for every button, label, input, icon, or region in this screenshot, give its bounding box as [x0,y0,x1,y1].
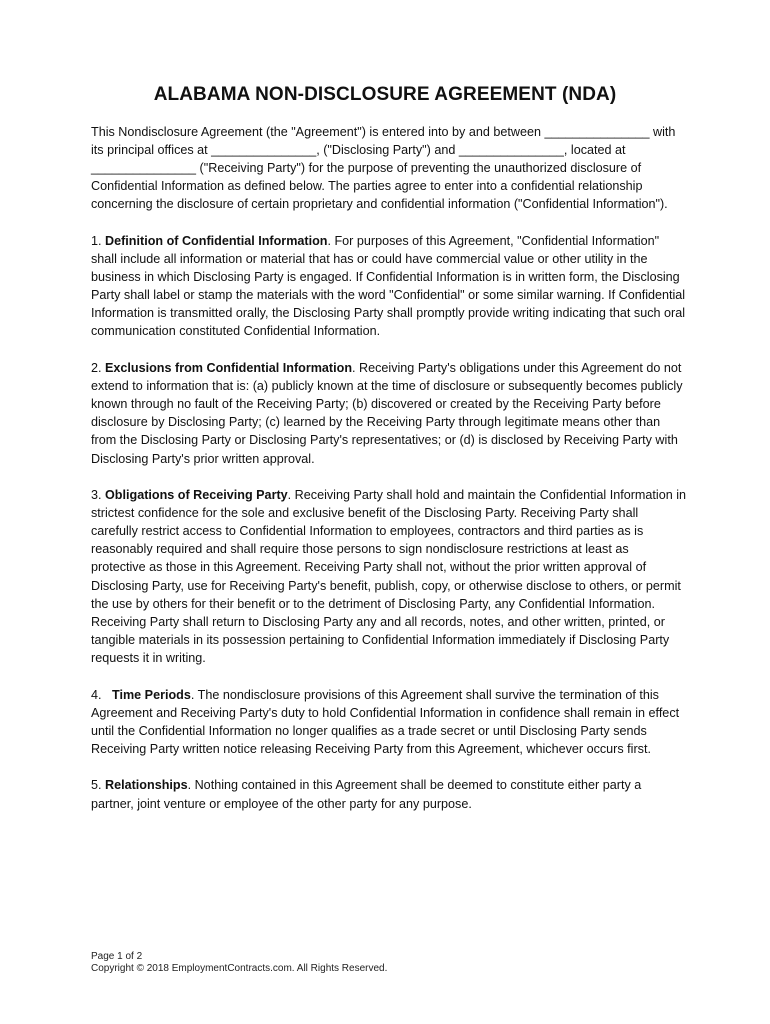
section-obligations [91,486,686,667]
copyright-notice: Copyright © 2018 EmploymentContracts.com. All Rights Reserved. [91,963,388,974]
section-number: 5. [91,778,106,793]
section-number: 1. [91,233,106,248]
section-number: 3. [91,488,106,503]
section-text: . Nothing contained in this Agreement shall be deemed to constitute either party a partner, joint venture or employee of the other party for any purpose. [91,778,642,811]
section-text: . Receiving Party's obligations under this Agreement do not extend to information that is: (a) publicly known at the time of disclosure or subsequently becomes publicly known through no fault of the Receiving Party; (b) discovered or created by the Receiving Party before disclosure by Disclosing Party; (c) learned by the Receiving Party through legitimate means other than from the Disclosing Party or Disclosing Party's representatives; or (d) is disclosed by Receiving Party with Disclosing Party's prior written approval. [91,361,683,466]
section-exclusions [91,359,686,468]
page-footer [91,951,387,975]
section-number: 2. [91,361,106,376]
section-text: . The nondisclosure provisions of this Agreement shall survive the termination of this Agreement and Receiving Party's duty to hold Confidential Information in confidence shall remain in effect until the Confidential Information no longer qualifies as a trade secret or until Disclosing Party sends Receiving Party written notice releasing Receiving Party from this Agreement, whichever occurs first. [91,687,680,756]
section-text: . Receiving Party shall hold and maintain the Confidential Information in strictest confidence for the sole and exclusive benefit of the Disclosing Party. Receiving Party shall carefully restrict access to Confidential Information to employees, contractors and third parties as is reasonably required and shall require those persons to sign nondisclosure restrictions at least as protective as those in this Agreement. Receiving Party shall not, without the prior written approval of Disclosing Party, use for Receiving Party's benefit, publish, copy, or otherwise disclose to others, or permit the use by others for their benefit or to the detriment of Disclosing Party, any Confidential Information. Receiving Party shall return to Disclosing Party any and all records, notes, and other written, printed, or tangible materials in its possession pertaining to Confidential Information immediately if Disclosing Party requests it in writing. [91,488,686,665]
document-title: ALABAMA NON-DISCLOSURE AGREEMENT (NDA) [153,84,617,105]
section-heading: Definition of Confidential Information [105,233,328,248]
section-heading: Relationships [105,778,188,793]
section-time-periods [91,686,686,758]
section-heading: Exclusions from Confidential Information [105,361,353,376]
section-relationships [91,776,686,812]
intro-paragraph: This Nondisclosure Agreement (the "Agreement") is entered into by and between _______________ with its principal offices at _______________, ("Disclosing Party") and _______________, located at _______________ ("Receiving Party") for the purpose of preventing the unauthorized disclosure of Confidential Information as defined below. The parties agree to enter into a confidential relationship concerning the disclosure of certain proprietary and confidential information ("Confidential Information"). [91,125,676,212]
section-definition [91,232,686,341]
section-number: 4. [91,687,112,702]
section-heading: Obligations of Receiving Party [105,488,288,503]
section-heading: Time Periods [112,687,191,702]
document-body [91,123,686,831]
section-text: . For purposes of this Agreement, "Confidential Information" shall include all information or material that has or could have commercial value or other utility in the business in which Disclosing Party is engaged. If Confidential Information is in written form, the Disclosing Party shall label or stamp the materials with the word "Confidential" or some similar warning. If Confidential Information is transmitted orally, the Disclosing Party shall promptly provide writing indicating that such oral communication constituted Confidential Information. [91,233,686,339]
page-number: Page 1 of 2 [91,951,143,962]
